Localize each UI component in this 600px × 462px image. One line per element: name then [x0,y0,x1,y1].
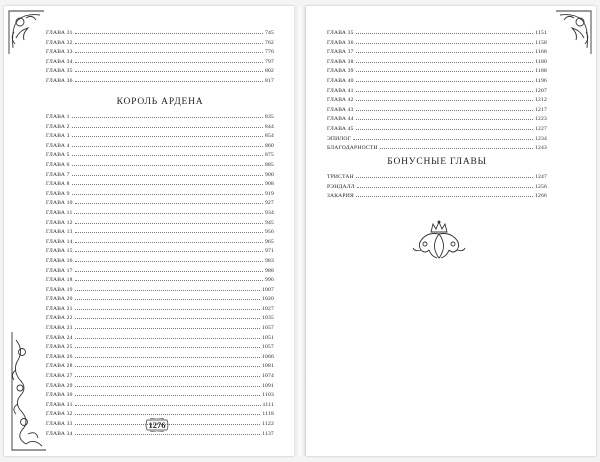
toc-entry-page: 1234 [535,135,547,142]
toc-entry-page: 1103 [262,392,274,399]
toc-entry-page: 927 [265,200,274,207]
left-section-toc-list [46,111,274,437]
toc-entry [46,293,274,303]
toc-entry [46,236,274,246]
toc-entry-label: ГЛАВА 33 [46,421,73,427]
toc-entry [46,140,274,150]
dot-leader [72,111,263,118]
toc-entry-page: 1035 [262,315,274,322]
toc-entry-label: ГЛАВА 3 [46,133,70,140]
toc-entry-label: ГЛАВА 42 [327,97,354,104]
dot-leader [356,104,533,111]
dot-leader [75,46,263,53]
toc-entry-label: ГЛАВА 40 [327,77,354,84]
dot-leader [356,37,534,44]
toc-entry [327,113,547,123]
bottom-left-floral-border-icon [8,330,48,454]
toc-entry-label: ГЛАВА 32 [46,39,73,46]
dot-leader [72,188,263,195]
toc-entry-label: ГЛАВА 27 [46,373,73,380]
dot-leader [75,27,263,34]
dot-leader [75,274,263,281]
toc-entry [46,360,274,370]
dot-leader [75,217,263,224]
toc-entry [46,370,274,380]
toc-entry-label: ГЛАВА 13 [46,229,73,236]
dot-leader [75,312,260,319]
toc-entry-page: 745 [265,30,274,36]
toc-entry [46,380,274,390]
toc-entry [46,46,274,56]
toc-entry [46,188,274,198]
dot-leader [356,75,534,82]
toc-entry-label: ГЛАВА 21 [46,305,73,312]
toc-entry-page: 885 [265,161,274,168]
toc-entry-page: 860 [265,142,274,149]
dot-leader [356,46,534,53]
toc-entry-label: ГЛАВА 24 [46,334,73,341]
toc-entry [327,181,547,191]
toc-entry [46,274,274,284]
dot-leader [74,207,263,214]
toc-entry-page: 996 [265,277,274,284]
toc-entry-label: РЭНДАЛЛ [327,183,355,190]
toc-entry [327,171,547,181]
toc-entry [327,190,547,200]
section-title-bonus-chapters: БОНУСНЫЕ ГЛАВЫ [387,157,487,167]
toc-entry-label: ГЛАВА 30 [46,392,73,399]
toc-entry-label: ГЛАВА 6 [46,161,70,168]
toc-entry-label: ГЛАВА 17 [46,267,73,274]
toc-entry-label: ГЛАВА 34 [46,58,73,65]
toc-entry-page: 1020 [262,296,274,303]
toc-entry-page: 1051 [262,334,274,341]
toc-entry-page: 1243 [535,145,547,152]
toc-entry-label: ГЛАВА 1 [46,114,70,120]
toc-entry-label: ГЛАВА 11 [46,209,73,216]
toc-entry-label: ГЛАВА 35 [46,68,73,75]
toc-entry [46,130,274,140]
toc-entry-label: ГЛАВА 5 [46,152,70,159]
toc-entry [46,255,274,265]
toc-entry-page: 983 [265,257,274,264]
toc-entry [46,284,274,294]
toc-entry [46,37,274,47]
toc-entry [46,351,274,361]
dot-leader [75,56,263,63]
toc-entry-label: ГЛАВА 8 [46,181,70,188]
page-number-badge [144,418,170,432]
toc-entry-page: 1091 [262,382,274,389]
toc-entry-label: ГЛАВА 18 [46,277,73,284]
toc-entry [327,123,547,133]
top-right-corner-ornament-icon [554,8,594,56]
toc-entry-page: 908 [265,181,274,188]
dot-leader [356,85,533,92]
toc-entry-page: 1111 [262,401,274,408]
dot-leader [356,56,534,63]
toc-entry-page: 1151 [535,30,547,36]
dot-leader [356,65,534,72]
toc-entry-label: БЛАГОДАРНОСТИ [327,145,378,152]
toc-entry [46,149,274,159]
toc-entry [46,389,274,399]
toc-entry-page: 1057 [262,325,274,332]
toc-entry-page: 900 [265,171,274,178]
toc-entry-label: ГЛАВА 34 [46,430,73,437]
toc-entry-page: 1168 [535,49,547,56]
toc-entry [46,159,274,169]
toc-entry [327,56,547,66]
toc-entry-page: 1196 [535,77,547,84]
toc-entry-label: ГЛАВА 7 [46,171,70,178]
toc-entry-label: ГЛАВА 31 [46,401,73,408]
toc-entry [46,207,274,217]
toc-entry-label: ГЛАВА 36 [327,39,354,46]
toc-entry-label: ГЛАВА 37 [327,49,354,56]
toc-entry-page: 1158 [535,39,547,46]
dot-leader [75,265,263,272]
toc-entry-label: ГЛАВА 35 [327,30,354,36]
toc-entry-page: 1207 [535,87,547,94]
toc-entry [46,65,274,75]
toc-entry [46,303,274,313]
dot-leader [75,245,263,252]
dot-leader [75,380,260,387]
dot-leader [72,121,263,128]
toc-entry-page: 854 [265,133,274,140]
toc-entry-label: ГЛАВА 32 [46,411,73,418]
toc-entry [46,27,274,37]
toc-entry [46,111,274,121]
toc-entry [46,226,274,236]
toc-entry-label: ЭПИЛОГ [327,135,352,142]
toc-entry-label: ГЛАВА 14 [46,238,73,245]
dot-leader [75,236,263,243]
toc-entry-label: ГЛАВА 23 [46,325,73,332]
toc-entry-page: 1027 [262,305,274,312]
toc-entry-page: 956 [265,229,274,236]
toc-entry-label: ГЛАВА 10 [46,200,73,207]
toc-entry-page: 1227 [535,125,547,132]
toc-entry [327,104,547,114]
dot-leader [75,255,263,262]
toc-entry-page: 919 [265,190,274,197]
toc-entry [327,133,547,143]
dot-leader [75,284,260,291]
dot-leader [75,408,261,415]
toc-entry-page: 1256 [535,183,547,190]
toc-entry [327,94,547,104]
toc-entry-page: 1266 [535,193,547,200]
toc-entry-page: 844 [265,123,274,130]
book-gutter [294,6,306,456]
toc-entry-label: ГЛАВА 2 [46,123,70,130]
toc-entry [327,27,547,37]
page-number: 1276 [148,420,166,430]
toc-entry [46,56,274,66]
dot-leader [75,226,263,233]
crown-ornament-icon [411,218,467,264]
dot-leader [72,159,263,166]
toc-entry-label: ГЛАВА 39 [327,68,354,75]
dot-leader [75,360,260,367]
toc-entry [46,312,274,322]
right-top-toc-list [327,27,547,152]
toc-entry-label: ГЛАВА 16 [46,257,73,264]
dot-leader [72,149,263,156]
toc-entry [46,408,274,418]
dot-leader [75,341,260,348]
toc-entry-label: ГЛАВА 33 [46,49,73,56]
toc-entry-label: ГЛАВА 20 [46,296,73,303]
toc-entry-label: ГЛАВА 22 [46,315,73,322]
section-title-king-of-arden: КОРОЛЬ АРДЕНА [116,97,204,107]
toc-entry-label: ГЛАВА 44 [327,116,354,123]
toc-entry-label: ГЛАВА 28 [46,363,73,370]
toc-entry-page: 1118 [262,411,274,418]
dot-leader [75,322,260,329]
toc-entry-label: ГЛАВА 19 [46,286,73,293]
toc-entry-label: ГЛАВА 45 [327,125,354,132]
dot-leader [75,197,263,204]
toc-entry-page: 1057 [262,344,274,351]
left-top-toc-list [46,27,274,85]
dot-leader [75,399,261,406]
toc-entry [46,322,274,332]
top-left-corner-ornament-icon [6,8,46,56]
toc-entry [327,142,547,152]
toc-entry-page: 1188 [535,68,547,75]
right-section-toc-list [327,171,547,200]
dot-leader [72,130,263,137]
toc-entry-label: ГЛАВА 36 [46,77,73,84]
toc-entry-label: ГЛАВА 43 [327,106,354,113]
toc-entry [46,399,274,409]
toc-entry-page: 875 [265,152,274,159]
toc-entry-page: 1081 [262,363,274,370]
dot-leader [356,94,533,101]
dot-leader [356,27,534,34]
toc-entry-page: 802 [265,68,274,75]
toc-entry-page: 1223 [535,116,547,123]
toc-entry-page: 797 [265,58,274,65]
dot-leader [72,140,263,147]
toc-entry-page: 1137 [262,430,274,437]
toc-entry-label: ГЛАВА 31 [46,30,73,36]
toc-entry-label: ЗАКАРИЯ [327,193,354,200]
toc-entry-page: 1007 [262,286,274,293]
dot-leader [356,171,533,178]
toc-entry-page: 762 [265,39,274,46]
toc-entry [46,197,274,207]
toc-entry-page: 1217 [535,106,547,113]
toc-entry-label: ГЛАВА 4 [46,142,70,149]
dot-leader [72,178,263,185]
toc-entry-page: 1247 [535,174,547,180]
toc-entry-page: 817 [265,77,274,84]
toc-entry-page: 934 [265,209,274,216]
dot-leader [353,133,533,140]
toc-entry-page: 776 [265,49,274,56]
toc-entry-page: 965 [265,238,274,245]
dot-leader [356,113,533,120]
toc-entry [46,121,274,131]
toc-entry [46,75,274,85]
toc-entry [46,341,274,351]
toc-entry [46,178,274,188]
toc-entry-label: ТРИСТАН [327,174,354,180]
toc-entry-page: 1122 [262,421,274,427]
toc-entry [46,217,274,227]
toc-entry-label: ГЛАВА 25 [46,344,73,351]
dot-leader [380,142,533,149]
toc-entry [46,169,274,179]
toc-entry-label: ГЛАВА 38 [327,58,354,65]
toc-entry-label: ГЛАВА 29 [46,382,73,389]
toc-entry [46,245,274,255]
dot-leader [75,293,260,300]
toc-entry-page: 1180 [535,58,547,65]
toc-entry-label: ГЛАВА 15 [46,248,73,255]
dot-leader [75,389,261,396]
toc-entry-page: 1074 [262,373,274,380]
toc-entry [327,46,547,56]
toc-entry [327,75,547,85]
toc-entry-label: ГЛАВА 12 [46,219,73,226]
toc-entry [327,85,547,95]
toc-entry-label: ГЛАВА 41 [327,87,354,94]
toc-entry [46,332,274,342]
dot-leader [356,190,533,197]
dot-leader [357,181,533,188]
dot-leader [72,169,263,176]
toc-entry-page: 835 [265,114,274,120]
dot-leader [75,65,263,72]
toc-entry-label: ГЛАВА 9 [46,190,70,197]
dot-leader [75,370,260,377]
dot-leader [75,75,263,82]
toc-entry [327,65,547,75]
toc-entry [327,37,547,47]
toc-entry-page: 1066 [262,353,274,360]
dot-leader [356,123,533,130]
toc-entry-page: 945 [265,219,274,226]
toc-entry [46,265,274,275]
dot-leader [75,351,260,358]
dot-leader [75,37,263,44]
toc-entry-page: 988 [265,267,274,274]
toc-entry-page: 971 [265,248,274,255]
dot-leader [75,303,260,310]
dot-leader [75,332,260,339]
toc-entry-page: 1212 [535,97,547,104]
toc-entry-label: ГЛАВА 26 [46,353,73,360]
